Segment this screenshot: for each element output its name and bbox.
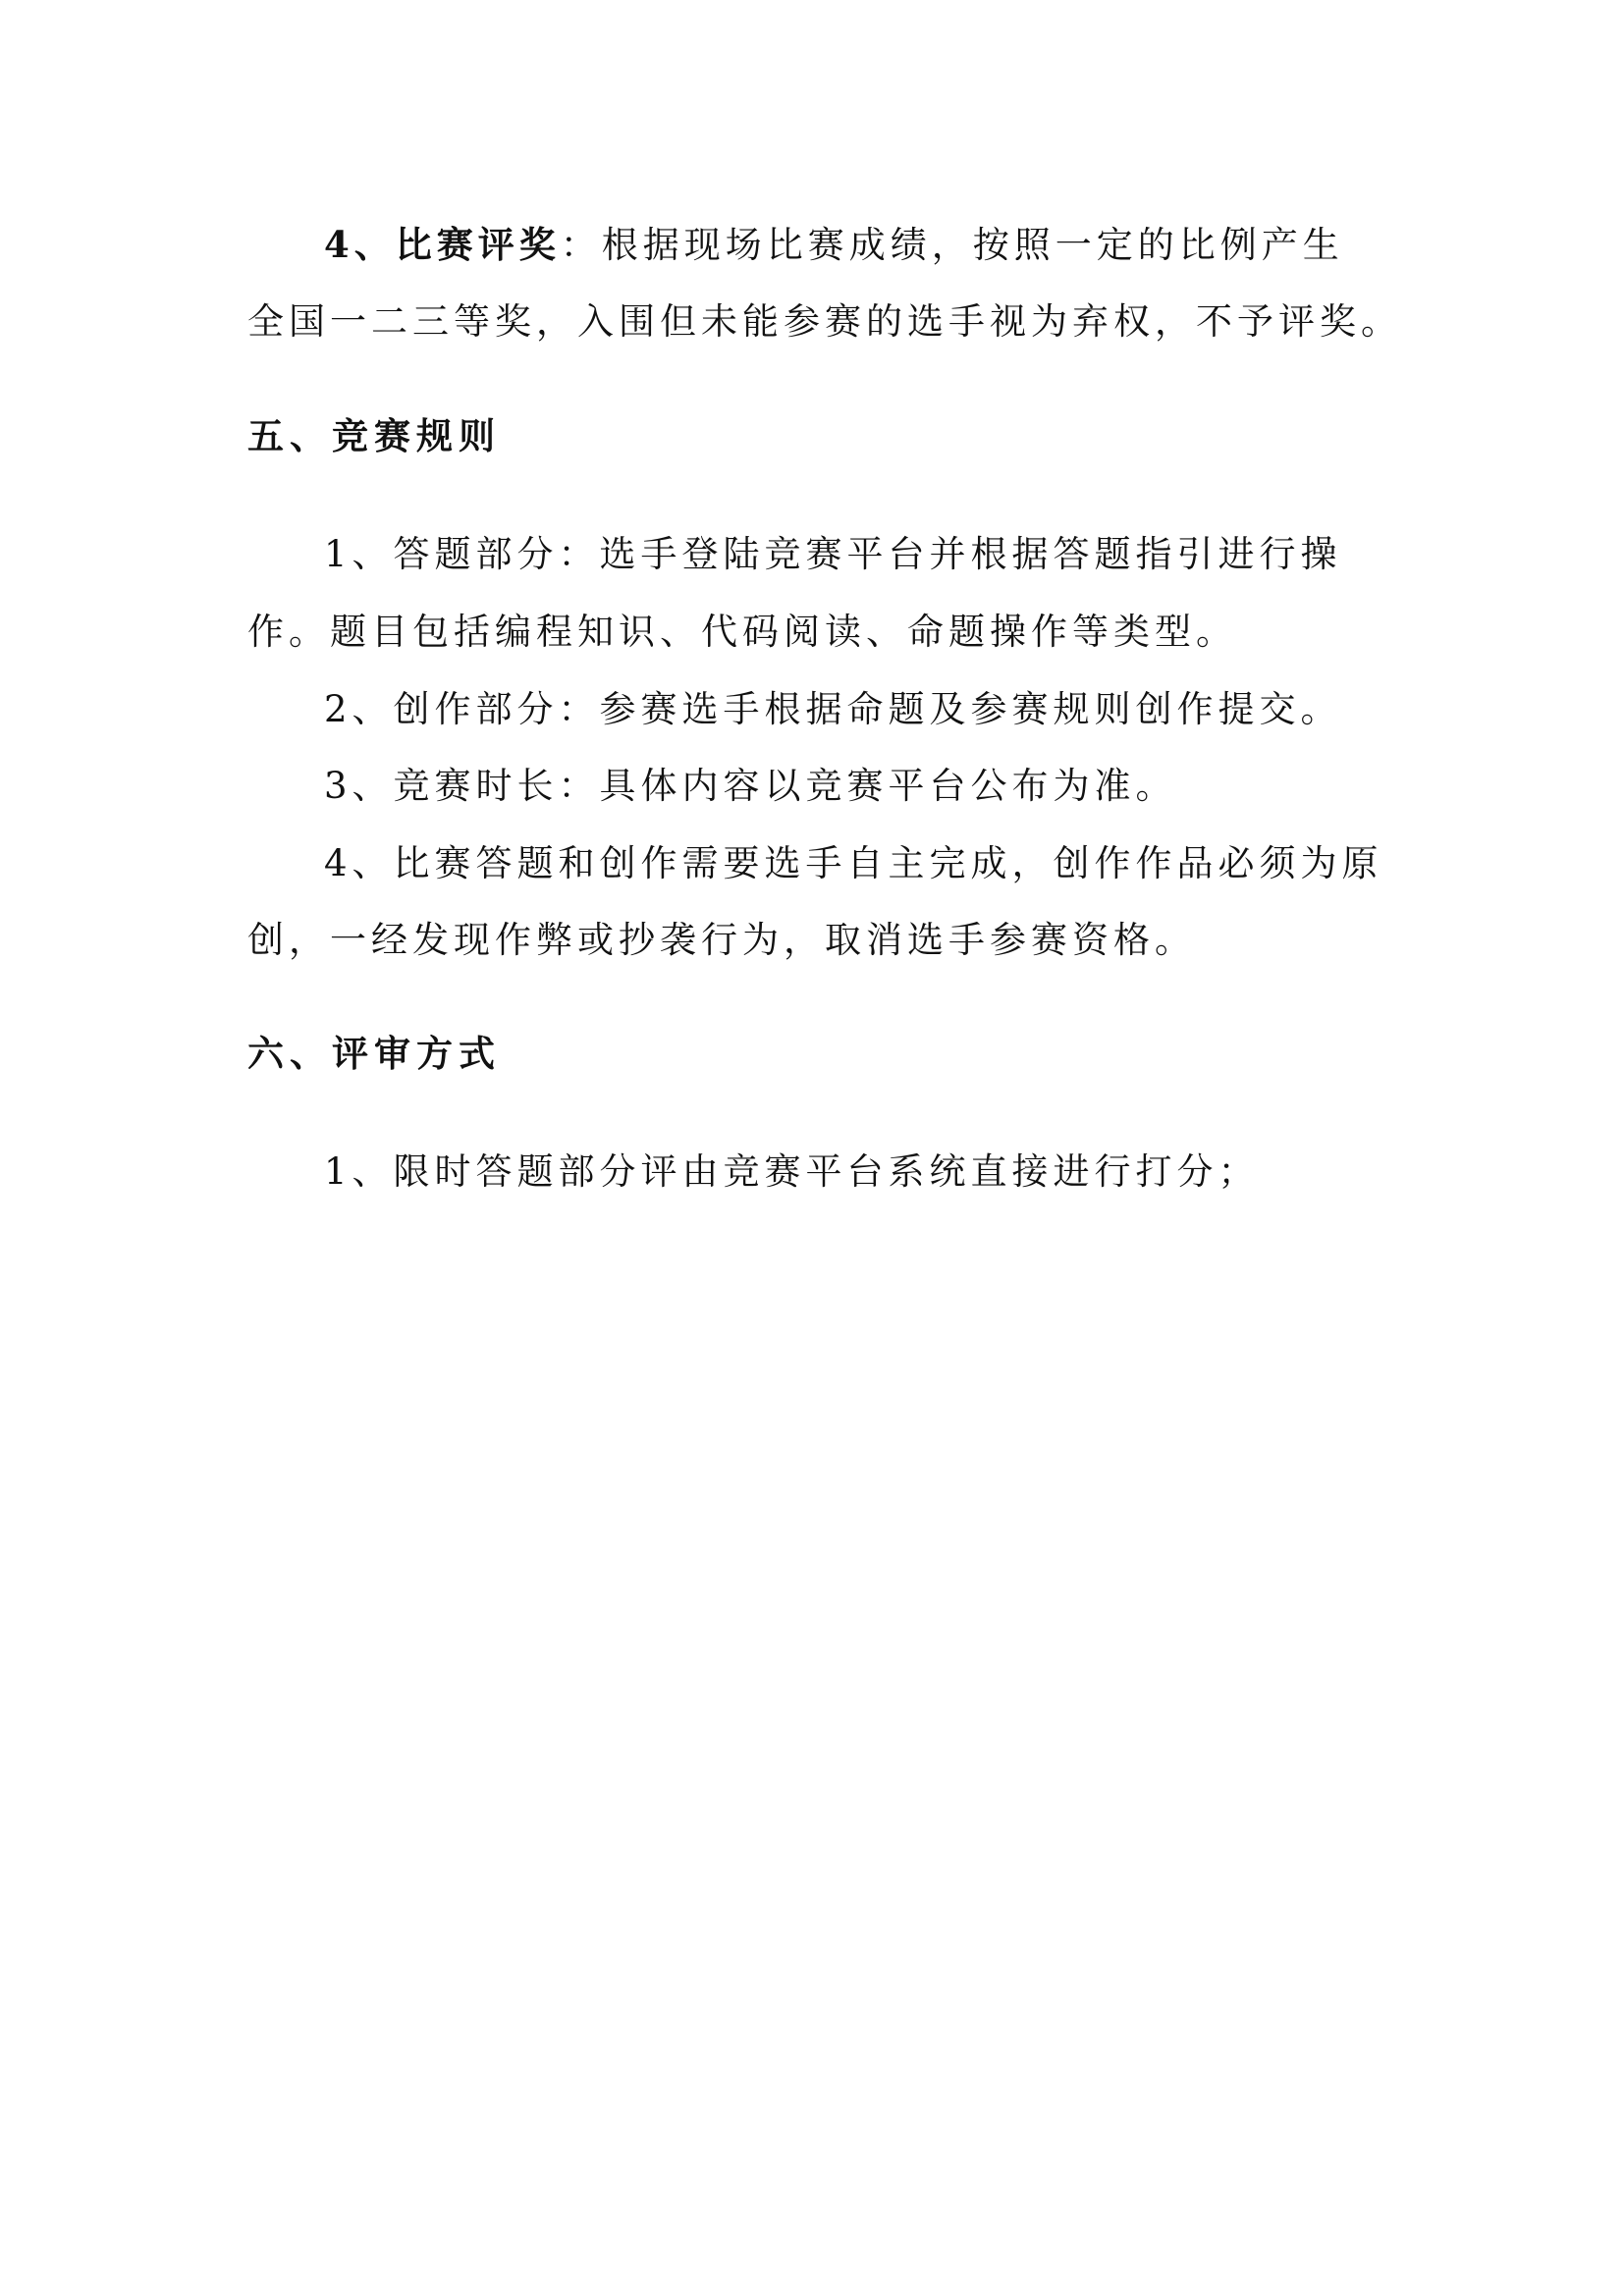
section-6-item-1: 1、限时答题部分评由竞赛平台系统直接进行打分； bbox=[324, 1150, 1260, 1193]
award-colon: ： bbox=[560, 224, 602, 266]
award-label: 4、比赛评奖 bbox=[324, 223, 561, 266]
section-5-item-1-line-2: 作。题目包括编程知识、代码阅读、命题操作等类型。 bbox=[247, 611, 1237, 653]
award-text-line-2: 全国一二三等奖，入围但未能参赛的选手视为弃权，不予评奖。 bbox=[247, 300, 1402, 343]
section-5-item-2: 2、创作部分：参赛选手根据命题及参赛规则创作提交。 bbox=[324, 688, 1342, 730]
award-paragraph-line-1 bbox=[324, 219, 1344, 271]
section-5-item-3: 3、竞赛时长：具体内容以竞赛平台公布为准。 bbox=[324, 765, 1177, 807]
section-5-heading: 五、竞赛规则 bbox=[247, 414, 501, 457]
section-5-item-1-line-1: 1、答题部分：选手登陆竞赛平台并根据答题指引进行操 bbox=[324, 533, 1342, 575]
section-5-item-4-line-2: 创，一经发现作弊或抄袭行为，取消选手参赛资格。 bbox=[247, 919, 1196, 961]
section-5-item-4-line-1: 4、比赛答题和创作需要选手自主完成，创作作品必须为原 bbox=[324, 842, 1383, 884]
section-6-heading: 六、评审方式 bbox=[247, 1032, 501, 1075]
award-text-line-1: 根据现场比赛成绩，按照一定的比例产生 bbox=[601, 224, 1344, 266]
